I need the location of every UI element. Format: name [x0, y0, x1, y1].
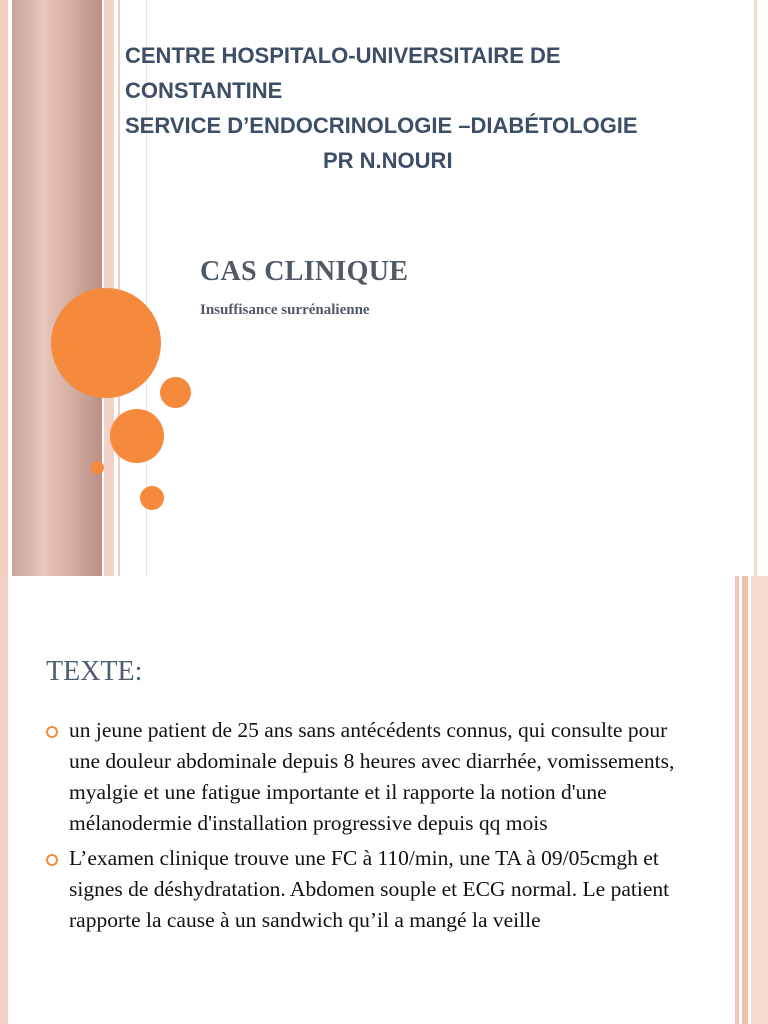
header-line-hospital: CENTRE HOSPITALO-UNIVERSITAIRE DE — [125, 43, 561, 68]
ring-bullet-icon — [46, 726, 58, 738]
small-circle-icon — [160, 377, 191, 408]
list-item — [46, 715, 686, 839]
right-edge-line — [754, 0, 757, 576]
decorative-band — [12, 0, 102, 576]
left-edge-band — [0, 576, 8, 1024]
list-item — [46, 843, 686, 936]
right-stripe — [742, 576, 748, 1024]
header-line-professor: PR N.NOURI — [323, 148, 453, 173]
slide-subtitle: Insuffisance surrénalienne — [200, 302, 370, 318]
bullet-text: un jeune patient de 25 ans sans antécédents connus, qui consulte pour une douleur abdominale depuis 8 heures avec diarrhée, vomissements, myalgie et une fatigue importante et il rapporte la notion d'une mélanodermie d'installation progressive depuis qq mois — [69, 718, 675, 835]
ring-bullet-icon — [46, 854, 58, 866]
decorative-line — [118, 0, 120, 576]
left-edge-band — [0, 0, 8, 576]
bullet-text: L’examen clinique trouve une FC à 110/min, une TA à 09/05cmgh et signes de déshydratation. Abdomen souple et ECG normal. Le patient rapporte la cause à un sandwich qu’il a mangé la veille — [69, 846, 670, 932]
right-stripe — [735, 576, 739, 1024]
medium-circle-icon — [110, 409, 164, 463]
bullet-list — [46, 715, 686, 940]
small-circle-icon — [140, 486, 164, 510]
header-line-city: CONSTANTINE — [125, 78, 283, 103]
slide-title: CAS CLINIQUE — [200, 256, 409, 287]
content-slide — [0, 576, 768, 1024]
tiny-circle-icon — [91, 461, 104, 474]
section-title: TEXTE: — [46, 656, 143, 687]
large-circle-icon — [51, 288, 161, 398]
header-line-service: SERVICE D’ENDOCRINOLOGIE –DIABÉTOLOGIE — [125, 113, 638, 138]
right-stripe — [751, 576, 768, 1024]
institution-header — [125, 38, 745, 178]
